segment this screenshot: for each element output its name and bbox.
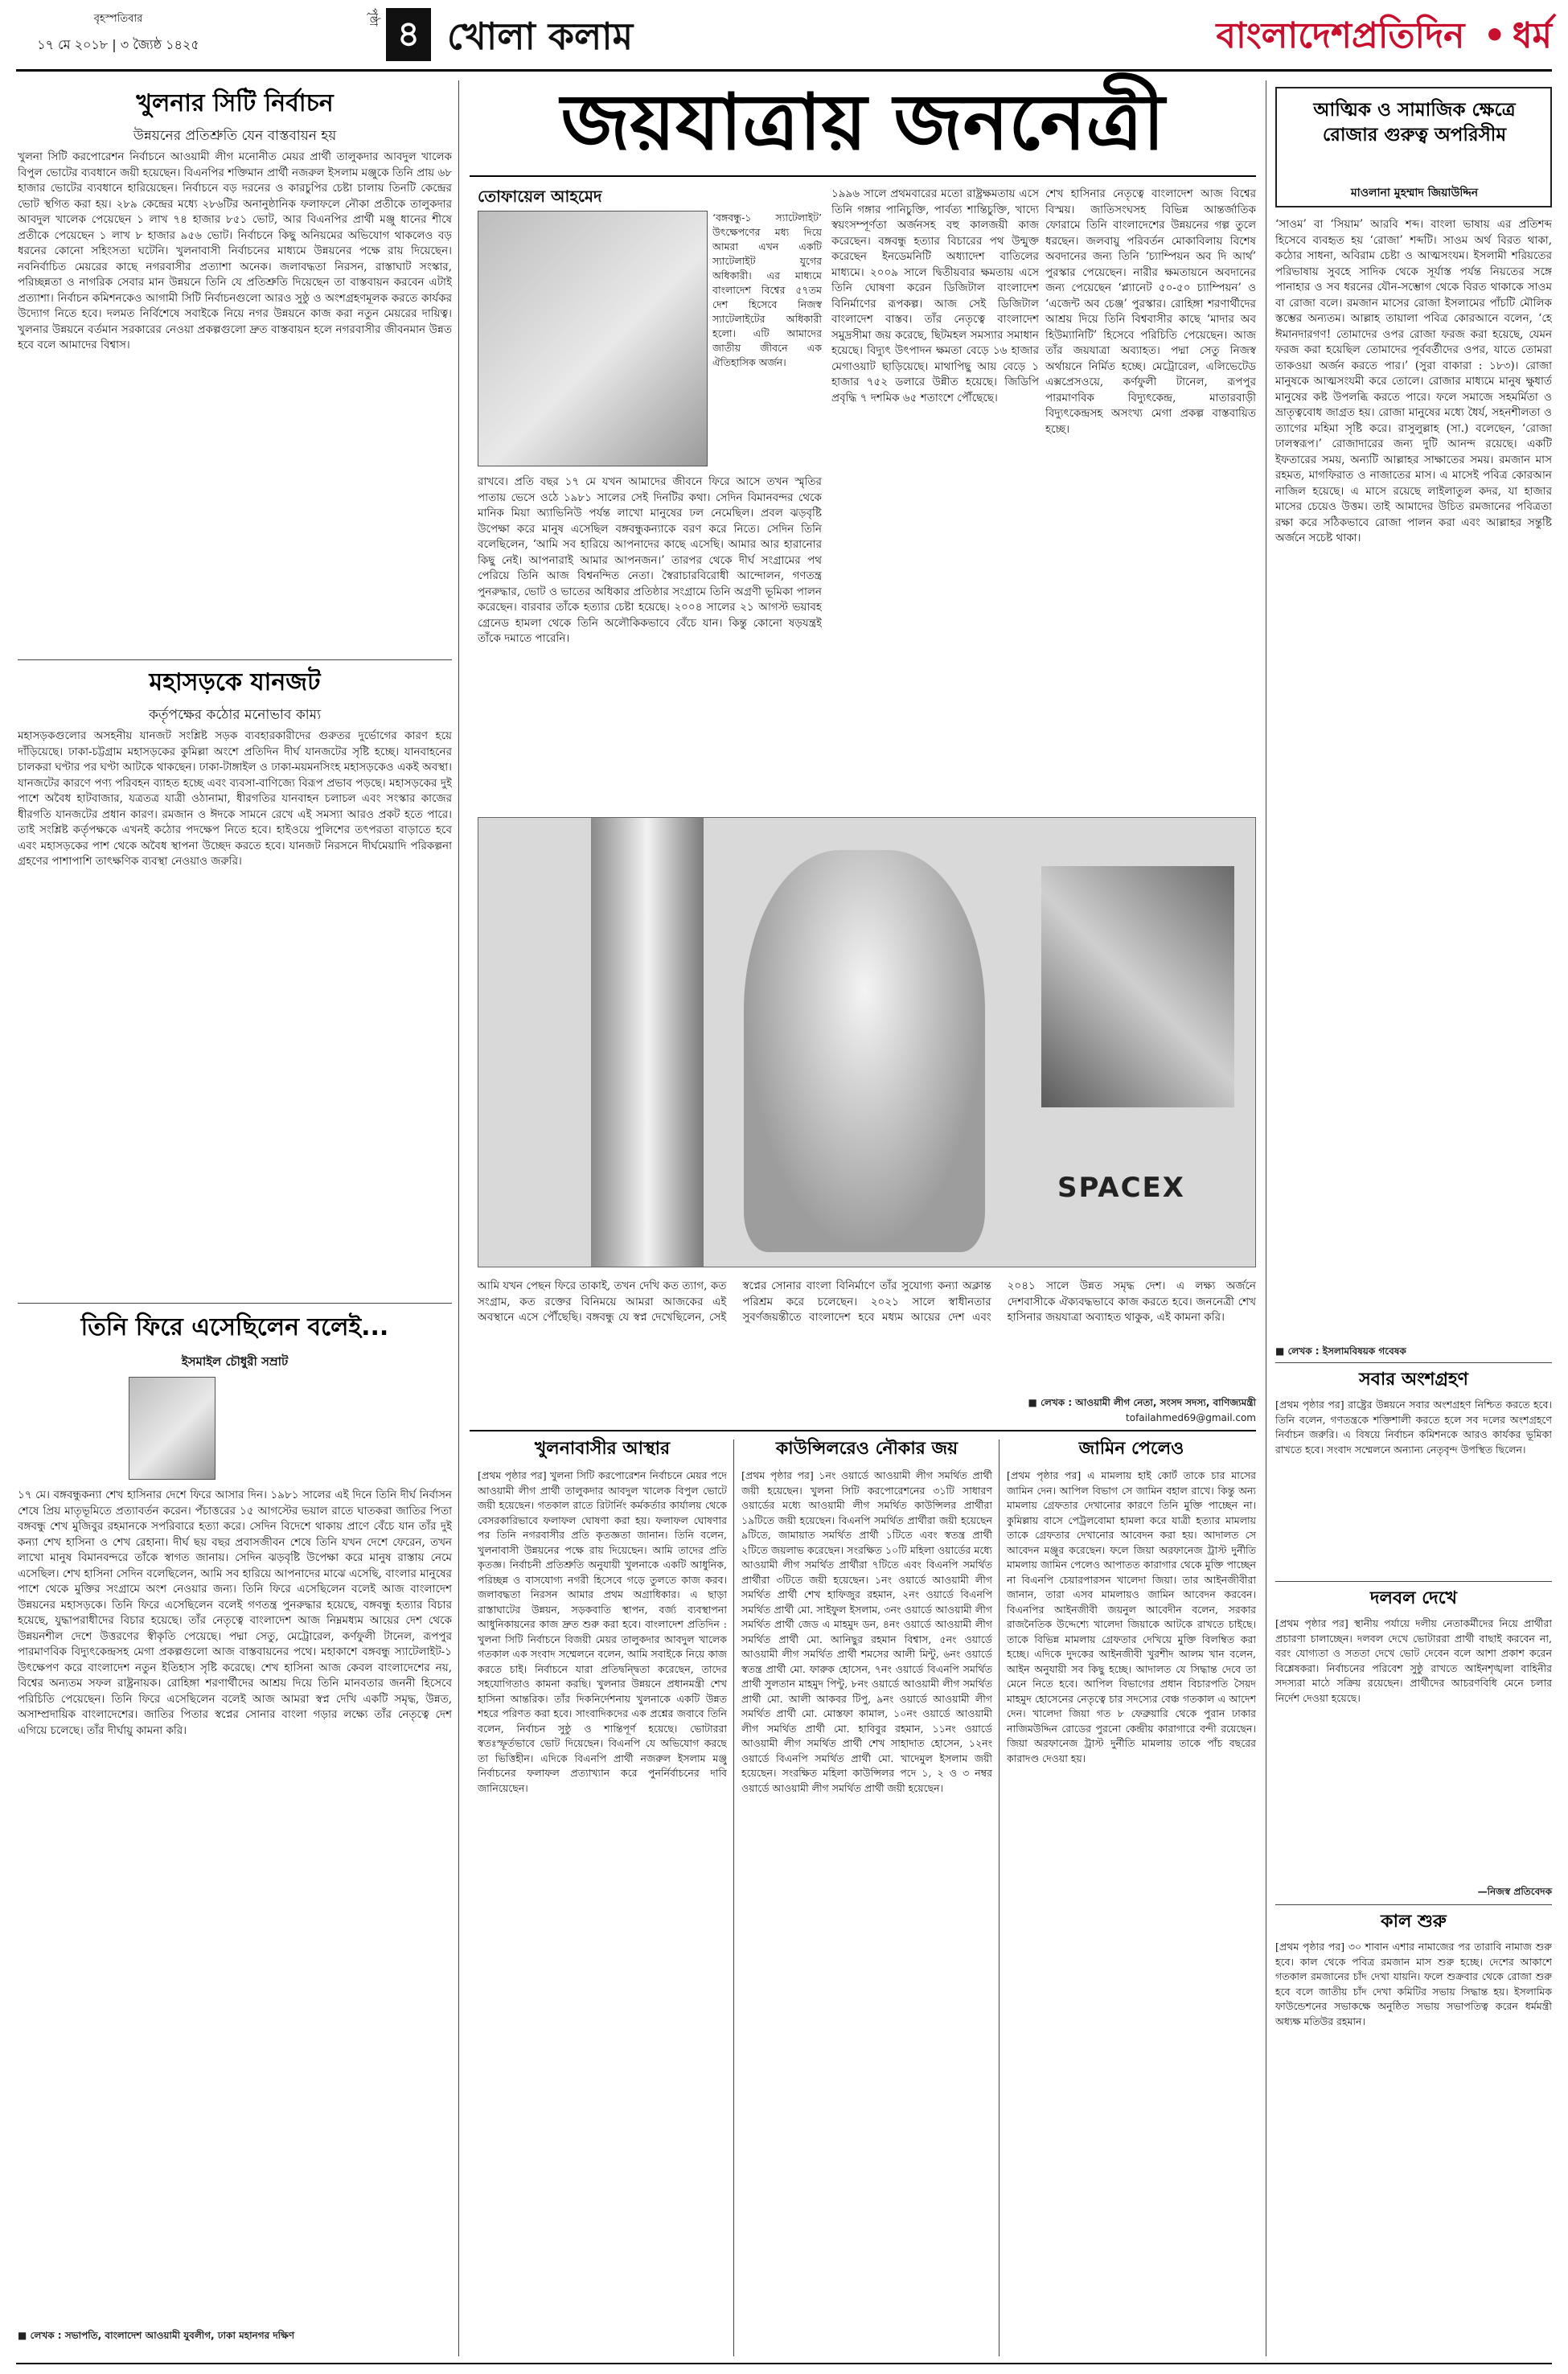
satellite-image (1041, 866, 1234, 1107)
brand-part-2: প্রতিদিন (1352, 15, 1465, 56)
section-title: খোলা কলাম (447, 14, 634, 58)
returned-author: ইসমাইল চৌধুরী সম্রাট (181, 1354, 289, 1369)
highway-subtitle: কর্তৃপক্ষের কঠোর মনোভাব কাম্য (148, 707, 322, 723)
khulna-body: খুলনা সিটি করপোরেশন নির্বাচনে আওয়ামী লীগ মনোনীত মেয়র প্রার্থী তালুকদার আবদুল খালেক বিপুল ভোটের ব্যবধানে জয়ী হয়েছেন। বিএনপির শক্তিমান প্রার্থী নজরুল ইসলাম মঞ্জুকে তিনি প্রায় ৬৮ হাজার ভোটের ব্যবধানে হারিয়েছেন। নির্বাচনে বড় দরনের ও কারচুপির চেষ্টা চালায় তিনটি কেন্দ্রের ভোট স্থগিত করা হয়। ২৮৯ কেন্দ্রের মধ্যে ২৮৬টির অনানুষ্ঠানিক ফলাফলে নৌকা প্রতীকে তালুকদার আবদুল খালেক পেয়েছেন ১ লাখ ৭৪ হাজার ৮৫১ ভোট, আর বিএনপির প্রার্থী মঞ্জু ধানের শীষে প্রতীকে পেয়েছেন ১ লাখ ৮ হাজার ৯৫৬ ভোট। নির্বাচনে কিছু অনিয়মের অভিযোগ থাকলেও বড় ধরনের কোনো সহিংসতা ঘটেনি। খুলনাবাসী নির্বাচনের মাধ্যমে উন্নয়নের পক্ষে রায় দিয়েছেন। নবনির্বাচিত মেয়রের কাছে নগরবাসীর প্রত্যাশা অনেক। জলাবদ্ধতা নিরসন, রাস্তাঘাট সংস্কার, পরিচ্ছন্নতা ও নাগরিক সেবার মান উন্নয়নে তিনি যে প্রতিশ্রুতি দিয়েছেন তা বাস্তবায়ন করবেন এটাই প্রত্যাশা। নির্বাচন কমিশনকেও আগামী সিটি নির্বাচনগুলো আরও সুষ্ঠু ও অংশগ্রহণমূলক করতে কার্যকর উদ্যোগ নিতে হবে। দলমত নির্বিশেষে সবাইকে নিয়ে নগর উন্নয়নে কাজ করা নতুন মেয়রের দায়িত্ব। খুলনার উন্নয়নে বর্তমান সরকারের নেওয়া প্রকল্পগুলো দ্রুত বাস্তবায়ন হলে নগরবাসীর জীবনমান উন্নত হবে বলে আমাদের বিশ্বাস। (18, 150, 452, 351)
main-body-1: ‘বঙ্গবন্ধু-১ স্যাটেলাইট’ উৎক্ষেপণের মধ্য দিয়ে আমরা এখন একটি স্যাটেলাইট যুগের অধিকারী। এর মাধ্যমে বাংলাদেশ বিশ্বের ৫৭তম দেশ হিসেবে নিজস্ব স্যাটেলাইটের অধিকারী হলো। এটি আমাদের জাতীয় জীবনে এক ঐতিহাসিক অর্জন। (712, 212, 822, 368)
party-title: দলবল দেখে (1369, 1588, 1458, 1608)
main-title: জয়যাত্রায় জননেত্রী (560, 77, 1165, 167)
highway-title: মহাসড়কে যানজট (149, 668, 321, 696)
tomorrow-title: কাল শুরু (1381, 1912, 1447, 1932)
leader-portrait (744, 850, 985, 1252)
page-label: পৃষ্ঠা (367, 8, 380, 27)
bail-title: জামিন পেলেও (1078, 1439, 1184, 1459)
highway-body: মহাসড়কগুলোর অসহনীয় যানজট সংশ্লিষ্ট সড়ক ব্যবহারকারীদের গুরুতর দুর্ভোগের কারণ হয়ে দাঁড়িয়েছে। ঢাকা-চট্টগ্রাম মহাসড়কের কুমিল্লা অংশে প্রতিদিন দীর্ঘ যানজটের সৃষ্টি হচ্ছে। যানবাহনের চালকরা ঘণ্টার পর ঘণ্টা আটকে থাকছেন। ঢাকা-টাঙ্গাইল ও ঢাকা-ময়মনসিংহ মহাসড়কেও একই অবস্থা। যানজটের কারণে পণ্য পরিবহন ব্যাহত হচ্ছে এবং ব্যবসা-বাণিজ্যে বিরূপ প্রভাব পড়ছে। মহাসড়কের দুই পাশে অবৈধ হাটবাজার, যত্রতত্র যাত্রী ওঠানামা, ধীরগতির যানবাহন চলাচল এবং সংস্কার কাজের ধীরগতি যানজটের প্রধান কারণ। রমজান ও ঈদকে সামনে রেখে এই সমস্যা আরও প্রকট হতে পারে। তাই সংশ্লিষ্ট কর্তৃপক্ষকে এখনই কঠোর পদক্ষেপ নিতে হবে। হাইওয়ে পুলিশের তৎপরতা বাড়াতে হবে এবং মহাসড়কের পাশ থেকে অবৈধ স্থাপনা উচ্ছেদ করতে হবে। যানজট নিরসনে দীর্ঘমেয়াদি পরিকল্পনা গ্রহণের পাশাপাশি তাৎক্ষণিক ব্যবস্থা নেওয়াও জরুরি। (18, 729, 452, 868)
brand-bullet: • (1483, 15, 1506, 56)
main-body-3: ১৯৯৬ সালে প্রথমবারের মতো রাষ্ট্রক্ষমতায় এসে তিনি গঙ্গার পানিচুক্তি, পার্বত্য শান্তিচুক্তি, খাদ্যে স্বয়ংসম্পূর্ণতা অর্জনসহ বহু কালজয়ী কাজ করেছেন। বঙ্গবন্ধু হত্যার বিচারের পথ উন্মুক্ত করেছেন ইনডেমনিটি অধ্যাদেশ বাতিলের মাধ্যমে। ২০০৯ সালে দ্বিতীয়বার ক্ষমতায় এসে তিনি ঘোষণা করেন ডিজিটাল বাংলাদেশ বিনির্মাণের রূপকল্প। আজ সেই ডিজিটাল বাংলাদেশ বাস্তব। তাঁর নেতৃত্বে বাংলাদেশ সমুদ্রসীমা জয় করেছে, ছিটমহল সমস্যার সমাধান হয়েছে। বিদ্যুৎ উৎপাদন ক্ষমতা বেড়ে ১৬ হাজার মেগাওয়াট ছাড়িয়েছে। মাথাপিছু আয় বেড়ে ১ হাজার ৭৫২ ডলারে উন্নীত হয়েছে। জিডিপি প্রবৃদ্ধি ৭ দশমিক ৬৫ শতাংশে পৌঁছেছে। (831, 187, 1039, 405)
party-body: [প্রথম পৃষ্ঠার পর] স্থানীয় পর্যায়ে দলীয় নেতাকর্মীদের নিয়ে প্রার্থীরা প্রচারণা চালাচ্ছেন। দলবল দেখে ভোটাররা প্রার্থী বাছাই করবেন না, বরং যোগ্যতা ও সততা দেখে ভোট দেবেন বলে আশা প্রকাশ করেন বিশ্লেষকরা। নির্বাচনের পরিবেশ সুষ্ঠু রাখতে আইনশৃঙ্খলা বাহিনীর সদস্যরা মাঠে সক্রিয় রয়েছেন। প্রার্থীদের আচরণবিধি মেনে চলার নির্দেশ দেওয়া হয়েছে। (1275, 1617, 1552, 1704)
left-col-divider (458, 80, 459, 2356)
bail-body: [প্রথম পৃষ্ঠার পর] এ মামলায় হাই কোর্ট তাকে চার মাসের জামিন দেন। আপিল বিভাগ সে জামিন বহাল রাখে। কিন্তু অন্য মামলায় গ্রেফতার দেখানোর কারণে তিনি মুক্তি পাচ্ছেন না। কুমিল্লায় বাসে পেট্রলবোমা হামলা করে যাত্রী হত্যার মামলায় তাকে গ্রেফতার দেখানোর আবেদন করা হয়। আদালত সে আবেদন মঞ্জুর করেছেন। ফলে জিয়া অরফানেজ ট্রাস্ট দুর্নীতি মামলায় জামিন পেলেও আপাতত কারাগার থেকে মুক্তি পাচ্ছেন না বিএনপি চেয়ারপারসন খালেদা জিয়া। তার আইনজীবীরা জানান, তারা এসব মামলায়ও জামিন আবেদন করবেন। বিএনপির আইনজীবী জয়নুল আবেদীন বলেন, সরকার রাজনৈতিক উদ্দেশ্যে খালেদা জিয়াকে আটকে রাখতে চাইছে। তাকে বিভিন্ন মামলায় গ্রেফতার দেখিয়ে মুক্তি বিলম্বিত করা হচ্ছে। এদিকে দুদকের আইনজীবী খুরশীদ আলম খান বলেন, আইন অনুযায়ী সব কিছু হচ্ছে। আদালত যে সিদ্ধান্ত দেবে তা মেনে নিতে হবে। আপিল বিভাগের প্রধান বিচারপতি সৈয়দ মাহমুদ হোসেনের নেতৃত্বে চার সদস্যের বেঞ্চ গতকাল এ আদেশ দেন। খালেদা জিয়া গত ৮ ফেব্রুয়ারি থেকে পুরান ঢাকার নাজিমউদ্দিন রোডের পুরনো কেন্দ্রীয় কারাগারে বন্দী রয়েছেন। জিয়া অরফানেজ ট্রাস্ট দুর্নীতি মামলায় তাকে পাঁচ বছরের কারাদণ্ড দেওয়া হয়। (1007, 1469, 1256, 1764)
participation-body: [প্রথম পৃষ্ঠার পর] রাষ্ট্রের উন্নয়নে সবার অংশগ্রহণ নিশ্চিত করতে হবে। তিনি বলেন, গণতন্ত্রকে শক্তিশালী করতে হলে সব দলের অংশগ্রহণে নির্বাচন জরুরি। এ বিষয়ে নির্বাচন কমিশনকে আরও কার্যকর ভূমিকা রাখতে হবে। সংবাদ সম্মেলনে অন্যান্য নেতৃবৃন্দ উপস্থিত ছিলেন। (1275, 1399, 1552, 1456)
party-footer: —নিজস্ব প্রতিবেদক (1477, 1886, 1552, 1897)
rocket-image (591, 818, 704, 1267)
spacex-label: SPACEX (1057, 1172, 1185, 1204)
councillors-body: [প্রথম পৃষ্ঠার পর] ১নং ওয়ার্ডে আওয়ামী লীগ সমর্থিত প্রার্থী জয়ী হয়েছেন। খুলনা সিটি করপোরেশনের ৩১টি সাধারণ ওয়ার্ডের মধ্যে আওয়ামী লীগ সমর্থিত কাউন্সিলর প্রার্থীরা ১৯টিতে জয়ী হয়েছেন। বিএনপি সমর্থিত প্রার্থীরা জয়ী হয়েছেন ৯টিতে, জামায়াত সমর্থিত প্রার্থী ১টিতে এবং স্বতন্ত্র প্রার্থী ২টিতে জয়লাভ করেছেন। সংরক্ষিত ১০টি মহিলা ওয়ার্ডের মধ্যে আওয়ামী লীগ সমর্থিত প্রার্থীরা ৭টিতে এবং বিএনপি সমর্থিত প্রার্থীরা ৩টিতে জয়ী হয়েছেন। ১নং ওয়ার্ডে আওয়ামী লীগ সমর্থিত প্রার্থী শেখ হাফিজুর রহমান, ২নং ওয়ার্ডে বিএনপি সমর্থিত প্রার্থী মো. সাইফুল ইসলাম, ৩নং ওয়ার্ডে আওয়ামী লীগ সমর্থিত প্রার্থী জেড এ মাহমুদ ডন, ৪নং ওয়ার্ডে আওয়ামী লীগ সমর্থিত প্রার্থী মো. আনিছুর রহমান বিশ্বাস, ৫নং ওয়ার্ডে আওয়ামী লীগ সমর্থিত প্রার্থী শমসের আলী মিন্টু, ৬নং ওয়ার্ডে স্বতন্ত্র প্রার্থী মো. ফারুক হোসেন, ৭নং ওয়ার্ডে বিএনপি সমর্থিত প্রার্থী সুলতান মাহমুদ পিন্টু, ৮নং ওয়ার্ডে আওয়ামী লীগ সমর্থিত প্রার্থী মো. আলী আকবর টিপু, ৯নং ওয়ার্ডে আওয়ামী লীগ সমর্থিত প্রার্থী মো. মোস্তফা কামাল, ১০নং ওয়ার্ডে আওয়ামী লীগ সমর্থিত প্রার্থী মো. হাবিবুর রহমান, ১১নং ওয়ার্ডে আওয়ামী লীগ সমর্থিত প্রার্থী শেখ সাহাদাত হোসেন, ১২নং ওয়ার্ডে বিএনপি সমর্থিত প্রার্থী মো. খাদেমুল ইসলাম জয়ী হয়েছেন। সংরক্ষিত মহিলা কাউন্সিলর পদে ১, ২ ও ৩ নম্বর ওয়ার্ডে আওয়ামী লীগ সমর্থিত প্রার্থী জয়ী হয়েছেন। (741, 1469, 992, 1794)
main-body-2: রাখবে। প্রতি বছর ১৭ মে যখন আমাদের জীবনে ফিরে আসে তখন স্মৃতির পাতায় ভেসে ওঠে ১৯৮১ সালের সেই দিনটির কথা। সেদিন বিমানবন্দর থেকে মানিক মিয়া অ্যাভিনিউ পর্যন্ত লাখো মানুষের ঢল নেমেছিল। প্রবল ঝড়বৃষ্টি উপেক্ষা করে মানুষ এসেছিল বঙ্গবন্ধুকন্যাকে বরণ করে নিতে। সেদিন তিনি বলেছিলেন, ‘আমি সব হারিয়ে আপনাদের কাছে এসেছি। আমার আর হারানোর কিছু নেই। আপনারাই আমার আপনজন।’ তারপর থেকে দীর্ঘ সংগ্রামের পথ পেরিয়ে তিনি আজ বিশ্বনন্দিত নেতা। স্বৈরাচারবিরোধী আন্দোলন, গণতন্ত্র পুনরুদ্ধার, ভোট ও ভাতের অধিকার প্রতিষ্ঠার সংগ্রামে তিনি অগ্রণী ভূমিকা পালন করেছেন। বারবার তাঁকে হত্যার চেষ্টা হয়েছে। ২০০৪ সালের ২১ আগস্ট ভয়াবহ গ্রেনেড হামলা থেকে তিনি অলৌকিকভাবে বেঁচে যান। কিন্তু কোনো ষড়যন্ত্রই তাঁকে দমাতে পারেনি। (478, 475, 822, 645)
tomorrow-body: [প্রথম পৃষ্ঠার পর] ৩০ শাবান এশার নামাজের পর তারাবি নামাজ শুরু হবে। কাল থেকে পবিত্র রমজান মাস শুরু হচ্ছে। দেশের আকাশে গতকাল রমজানের চাঁদ দেখা যায়নি। ফলে শুক্রবার থেকে রোজা শুরু হবে বলে জাতীয় চাঁদ দেখা কমিটির সভায় সিদ্ধান্ত হয়। ইসলামিক ফাউন্ডেশনের সভাকক্ষে অনুষ্ঠিত সভায় সভাপতিত্ব করেন ধর্মমন্ত্রী অধ্যক্ষ মতিউর রহমান। (1275, 1941, 1552, 2027)
main-email: tofailahmed69@gmail.com (1126, 1412, 1256, 1423)
party-divider (1275, 1904, 1552, 1905)
participation-divider (1275, 1581, 1552, 1582)
main-title-rule (470, 175, 1256, 177)
ramadan-title: আত্মিক ও সামাজিক ক্ষেত্রে রোজার গুরুত্ব অপরিসীম (1313, 100, 1516, 146)
header-date: ১৭ মে ২০১৮ | ৩ জ্যৈষ্ঠ ১৪২৫ (37, 37, 199, 52)
main-body-4: শেখ হাসিনার নেতৃত্বে বাংলাদেশ আজ বিশ্বের বিস্ময়। জাতিসংঘসহ বিভিন্ন আন্তর্জাতিক ফোরামে তিনি বাংলাদেশের উন্নয়নের গল্প তুলে ধরছেন। জলবায়ু পরিবর্তন মোকাবিলায় বিশেষ অবদানের জন্য তিনি ‘চ্যাম্পিয়ন অব দি আর্থ’ পুরস্কার পেয়েছেন। নারীর ক্ষমতায়নে অবদানের জন্য পেয়েছেন ‘প্ল্যানেট ৫০-৫০ চ্যাম্পিয়ন’ ও ‘এজেন্ট অব চেঞ্জ’ পুরস্কার। রোহিঙ্গা শরণার্থীদের আশ্রয় দিয়ে তিনি বিশ্ববাসীর কাছে ‘মাদার অব হিউম্যানিটি’ হিসেবে পরিচিতি পেয়েছেন। আজ তাঁর জয়যাত্রা অব্যাহত। পদ্মা সেতু নিজস্ব অর্থায়নে নির্মিত হচ্ছে। মেট্রোরেল, এলিভেটেড এক্সপ্রেসওয়ে, কর্ণফুলী টানেল, রূপপুর পারমাণবিক বিদ্যুৎকেন্দ্র, মাতারবাড়ী বিদ্যুৎকেন্দ্রসহ অসংখ্য মেগা প্রকল্প বাস্তবায়িত হচ্ছে। (1045, 187, 1256, 436)
page-number-box (386, 8, 431, 61)
header-date-block (18, 11, 219, 61)
returned-author-photo (129, 1377, 215, 1480)
page-number: ৪ (396, 14, 421, 55)
returned-footer: ■ লেখক : সভাপতি, বাংলাদেশ আওয়ামী যুবলীগ, ঢাকা মহানগর দক্ষিণ (18, 2330, 295, 2341)
returned-body: ১৭ মে। বঙ্গবন্ধুকন্যা শেখ হাসিনার দেশে ফিরে আসার দিন। ১৯৮১ সালের এই দিনে তিনি দীর্ঘ নির্বাসন শেষে প্রিয় মাতৃভূমিতে প্রত্যাবর্তন করেন। পঁচাত্তরের ১৫ আগস্টের ভয়াল রাতে ঘাতকরা জাতির পিতা বঙ্গবন্ধু শেখ মুজিবুর রহমানকে সপরিবারে হত্যা করে। সেদিন বিদেশে থাকায় প্রাণে বেঁচে যান তাঁর দুই কন্যা শেখ হাসিনা ও শেখ রেহানা। দীর্ঘ ছয় বছর প্রবাসজীবন শেষে তিনি যখন দেশে ফেরেন, তখন লাখো মানুষ বিমানবন্দরে তাঁকে স্বাগত জানায়। সেদিন ঝড়বৃষ্টি উপেক্ষা করে মানুষ রাস্তায় নেমে এসেছিল। শেখ হাসিনা সেদিন বলেছিলেন, আমি সব হারিয়ে আপনাদের মাঝে এসেছি, বাংলার মানুষের পাশে থেকে মুক্তির সংগ্রামে অংশ নেওয়ার জন্য। তিনি ফিরে এসেছিলেন বলেই আজ বাংলাদেশ উন্নয়নের মহাসড়কে। তিনি ফিরে এসেছিলেন বলেই গণতন্ত্র পুনরুদ্ধার হয়েছে, বঙ্গবন্ধু হত্যার বিচার হয়েছে, যুদ্ধাপরাধীদের বিচার হয়েছে। তাঁর নেতৃত্বে বাংলাদেশ আজ নিম্নমধ্যম আয়ের দেশ থেকে উন্নয়নশীল দেশে উত্তরণের স্বীকৃতি পেয়েছে। পদ্মা সেতু, মেট্রোরেল, কর্ণফুলী টানেল, রূপপুর পারমাণবিক বিদ্যুৎকেন্দ্রসহ মেগা প্রকল্পগুলো আজ বাস্তবায়নের পথে। মহাকাশে বঙ্গবন্ধু স্যাটেলাইট-১ উৎক্ষেপণ করে বাংলাদেশ নতুন ইতিহাস সৃষ্টি করেছে। শেখ হাসিনা আজ কেবল বাংলাদেশের নয়, বিশ্বের অন্যতম সফল রাষ্ট্রনায়ক। রোহিঙ্গা শরণার্থীদের আশ্রয় দিয়ে তিনি মানবতার জননী হিসেবে পরিচিতি পেয়েছেন। তিনি ফিরে এসেছিলেন বলেই আজ আমরা স্বপ্ন দেখি একটি সমৃদ্ধ, উন্নত, অসাম্প্রদায়িক বাংলাদেশের। জাতির পিতার স্বপ্নের সোনার বাংলা গড়ার লক্ষ্যে তাঁর নেতৃত্বে দেশ এগিয়ে চলেছে। তাঁর দীর্ঘায়ু কামনা করি। (18, 1489, 452, 1737)
ramadan-divider (1275, 1362, 1552, 1363)
councillors-title: কাউন্সিলরেও নৌকার জয় (775, 1439, 958, 1459)
footer-rule (16, 2363, 1552, 2364)
khulna-title: খুলনার সিটি নির্বাচন (136, 89, 334, 117)
main-footer: ■ লেখক : আওয়ামী লীগ নেতা, সংসদ সদস্য, বাণিজ্যমন্ত্রী (1028, 1397, 1256, 1408)
brand-part-1: বাংলাদেশ (1216, 15, 1353, 56)
lower-divider-1 (733, 1440, 734, 2356)
highway-divider (18, 1303, 452, 1304)
main-author-photo (478, 211, 708, 466)
header-day: বৃহস্পতিবার (93, 13, 143, 25)
returned-title: তিনি ফিরে এসেছিলেন বলেই... (80, 1313, 389, 1341)
ramadan-body: ‘সাওম’ বা ‘সিয়াম’ আরবি শব্দ। বাংলা ভাষায় এর প্রতিশব্দ হিসেবে ব্যবহৃত হয় ‘রোজা’ শব্দটি। সাওম অর্থ বিরত থাকা, কঠোর সাধনা, অবিরাম চেষ্টা ও আত্মসংযম। ইসলামী শরিয়তের পরিভাষায় সুবহে সাদিক থেকে সূর্যাস্ত পর্যন্ত নিয়তের সঙ্গে পানাহার ও সব ধরনের যৌন-সম্ভোগ থেকে বিরত থাকাকে সাওম বা রোজা বলে। রমজান মাসের রোজা ইসলামের পাঁচটি মৌলিক স্তম্ভের অন্যতম। আল্লাহ তায়ালা পবিত্র কোরআনে বলেন, ‘হে ঈমানদারগণ! তোমাদের ওপর রোজা ফরজ করা হয়েছে, যেমন ফরজ করা হয়েছিল তোমাদের পূর্ববর্তীদের ওপর, যাতে তোমরা তাকওয়া অর্জন করতে পার।’ (সুরা বাকারা : ১৮৩)। রোজা মানুষকে আত্মসংযমী করে তোলে। রোজার মাধ্যমে মানুষ ক্ষুধার্ত মানুষের কষ্ট উপলব্ধি করতে পারে। ফলে সমাজে সহমর্মিতা ও ভ্রাতৃত্ববোধ জাগ্রত হয়। রোজা মানুষের মধ্যে ধৈর্য, সহনশীলতা ও ত্যাগের মহিমা সৃষ্টি করে। রাসুলুল্লাহ (সা.) বলেছেন, ‘রোজা ঢালস্বরূপ।’ রোজাদারের জন্য দুটি আনন্দ রয়েছে। একটি ইফতারের সময়, অন্যটি আল্লাহর সাক্ষাতের সময়। রমজান মাস রহমত, মাগফিরাত ও নাজাতের মাস। এ মাসেই পবিত্র কোরআন নাজিল হয়েছে। এ মাসে রয়েছে লাইলাতুল কদর, যা হাজার মাসের চেয়েও উত্তম। তাই আমাদের উচিত রমজানের পবিত্রতা রক্ষা করে সঠিকভাবে রোজা পালন করা এবং আল্লাহর সন্তুষ্টি অর্জনে সচেষ্ট থাকা। (1275, 218, 1552, 544)
main-body-5: আমি যখন পেছন ফিরে তাকাই, তখন দেখি কত ত্যাগ, কত সংগ্রাম, কত রক্তের বিনিময়ে আমরা আজকের এই অবস্থানে এসে পৌঁছেছি। বঙ্গবন্ধু যে স্বপ্ন দেখেছিলেন, সেই স্বপ্নের সোনার বাংলা বিনির্মাণে তাঁর সুযোগ্য কন্যা অক্লান্ত পরিশ্রম করে চলেছেন। ২০২১ সালে স্বাধীনতার সুবর্ণজয়ন্তীতে বাংলাদেশ হবে মধ্যম আয়ের দেশ এবং ২০৪১ সালে উন্নত সমৃদ্ধ দেশ। এ লক্ষ্য অর্জনে দেশবাসীকে ঐক্যবদ্ধভাবে কাজ করতে হবে। জননেত্রী শেখ হাসিনার জয়যাত্রা অব্যাহত থাকুক, এই কামনা করি। (478, 1279, 1256, 1324)
brand-logo (1069, 11, 1552, 61)
right-section: ধর্ম (1512, 15, 1552, 56)
khulna-subtitle: উন্নয়নের প্রতিশ্রুতি যেন বাস্তবায়ন হয় (133, 128, 337, 144)
ramadan-author: মাওলানা মুহম্মাদ জিয়াউদ্দিন (1350, 187, 1479, 199)
ramadan-footer: ■ লেখক : ইসলামবিষয়ক গবেষক (1275, 1345, 1406, 1357)
header-rule (16, 69, 1552, 72)
ramadan-title-box (1275, 87, 1552, 207)
main-bottom-rule (470, 1430, 1256, 1431)
khulna-divider (18, 659, 452, 660)
participation-title: সবার অংশগ্রহণ (1359, 1370, 1468, 1390)
main-photo (478, 817, 1256, 1267)
main-author: তোফায়েল আহমেদ (478, 187, 602, 206)
khulna-people-title: খুলনাবাসীর আস্থার (534, 1439, 671, 1459)
khulna-people-body: [প্রথম পৃষ্ঠার পর] খুলনা সিটি করপোরেশন নির্বাচনে মেয়র পদে আওয়ামী লীগ প্রার্থী তালুকদার আবদুল খালেক বিপুল ভোটে জয়ী হয়েছেন। গতকাল রাতে রিটার্নিং কর্মকর্তার কার্যালয় থেকে বেসরকারিভাবে ফলাফল ঘোষণা করা হয়। ফলাফল ঘোষণার পর তিনি নগরবাসীর প্রতি কৃতজ্ঞতা জানান। তিনি বলেন, খুলনাবাসী উন্নয়নের পক্ষে রায় দিয়েছেন। আমি তাদের প্রতি কৃতজ্ঞ। নির্বাচনী প্রতিশ্রুতি অনুযায়ী খুলনাকে একটি আধুনিক, পরিচ্ছন্ন ও বাসযোগ্য নগরী হিসেবে গড়ে তুলতে কাজ করব। জলাবদ্ধতা নিরসন আমার প্রথম অগ্রাধিকার। এ ছাড়া রাস্তাঘাটের উন্নয়ন, সড়কবাতি স্থাপন, বর্জ্য ব্যবস্থাপনা আধুনিকায়নের কাজ দ্রুত শুরু করা হবে। বাংলাদেশ প্রতিদিন : খুলনা সিটি নির্বাচনে বিজয়ী মেয়র তালুকদার আবদুল খালেক গতকাল এক সংবাদ সম্মেলনে বলেন, আমি সবাইকে নিয়ে কাজ করতে চাই। নির্বাচনে যারা প্রতিদ্বন্দ্বিতা করেছেন, তাদের সহযোগিতাও কামনা করছি। খুলনার উন্নয়নে প্রধানমন্ত্রী শেখ হাসিনা আন্তরিক। তাঁর দিকনির্দেশনায় খুলনাকে একটি উন্নত শহরে পরিণত করা হবে। সাংবাদিকদের এক প্রশ্নের জবাবে তিনি বলেন, নির্বাচন সুষ্ঠু ও শান্তিপূর্ণ হয়েছে। ভোটাররা স্বতঃস্ফূর্তভাবে ভোট দিয়েছেন। বিএনপি যে অভিযোগ করছে তা ভিত্তিহীন। এদিকে বিএনপি প্রার্থী নজরুল ইসলাম মঞ্জু নির্বাচনের ফলাফল প্রত্যাখ্যান করে পুনর্নির্বাচনের দাবি জানিয়েছেন। (478, 1469, 727, 1794)
